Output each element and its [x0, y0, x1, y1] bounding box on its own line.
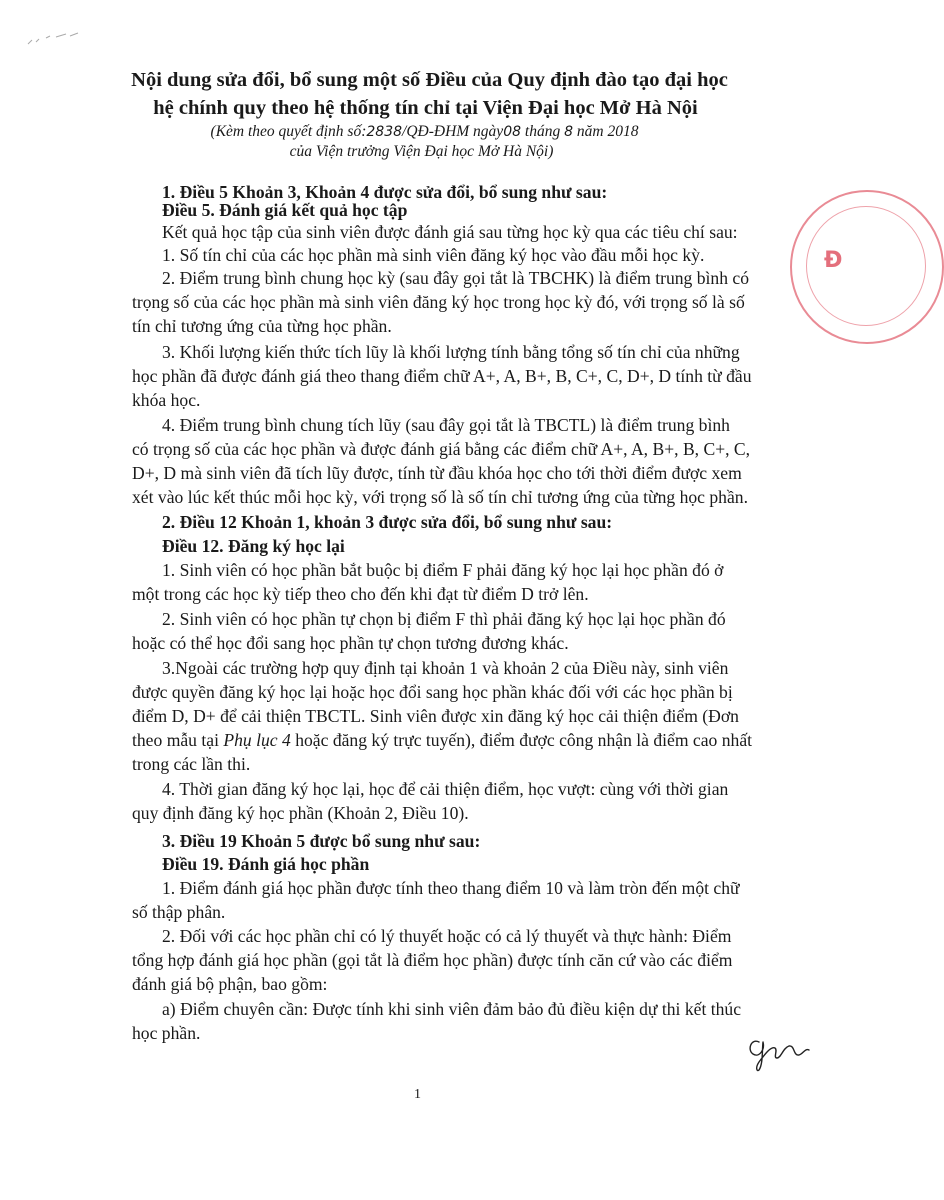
paragraph-line: 2. Đối với các học phần chỉ có lý thuyết hoặc có cả lý thuyết và thực hành: Điểm [162, 926, 732, 946]
paragraph-line: 2. Sinh viên có học phần tự chọn bị điểm F thì phải đăng ký học lại học phần đó [162, 609, 726, 629]
paragraph-line: trọng số của các học phần mà sinh viên đăng ký học trong học kỳ đó, với trọng số là số [132, 292, 745, 312]
red-stamp [790, 190, 944, 344]
subtitle-mid2: tháng [521, 123, 565, 140]
paragraph-line: học phần. [132, 1023, 201, 1043]
paragraph-line: hoặc có thể học đổi sang học phần tự chọn tương đương khác. [132, 633, 569, 653]
handwritten-day: 08 [503, 124, 522, 140]
appendix-reference: Phụ lục 4 [223, 730, 291, 750]
paragraph-line: trong các lần thi. [132, 754, 251, 774]
article-heading-5: Điều 5. Đánh giá kết quả học tập [162, 200, 408, 220]
handwritten-decision-number: 2838 [366, 124, 403, 140]
paragraph-line: số thập phân. [132, 902, 226, 922]
text-run: theo mẫu tại [132, 730, 224, 750]
document-subtitle-line2: của Viện trưởng Viện Đại học Mở Hà Nội) [289, 143, 554, 160]
section-heading-3: 3. Điều 19 Khoản 5 được bổ sung như sau: [162, 831, 481, 851]
document-header [0, 66, 839, 161]
paragraph-line: xét vào lúc kết thúc mỗi học kỳ, với trọng số là số tín chỉ tương ứng của từng học phần. [132, 487, 748, 507]
paragraph-line: tổng hợp đánh giá học phần (gọi tắt là điểm học phần) được tính căn cứ vào các điểm [132, 950, 733, 970]
page-number: 1 [414, 1087, 421, 1102]
paragraph-line: 1. Sinh viên có học phần bắt buộc bị điểm F phải đăng ký học lại học phần đó ở [162, 560, 724, 580]
section-heading-2: 2. Điều 12 Khoản 1, khoản 3 được sửa đổi, bổ sung như sau: [162, 512, 613, 532]
article-heading-19: Điều 19. Đánh giá học phần [162, 854, 370, 874]
signature-initials [745, 1028, 815, 1073]
paragraph-line: được quyền đăng ký học lại hoặc học đổi sang học phần khác đối với các học phần bị [132, 682, 733, 702]
section-heading-1: 1. Điều 5 Khoản 3, Khoản 4 được sửa đổi, bổ sung như sau: [162, 182, 608, 202]
paragraph-line: a) Điểm chuyên cần: Được tính khi sinh viên đảm bảo đủ điều kiện dự thi kết thúc [162, 999, 742, 1019]
paragraph-line: 4. Điểm trung bình chung tích lũy (sau đây gọi tắt là TBCTL) là điểm trung bình [162, 415, 730, 435]
paragraph-line: một trong các học kỳ tiếp theo cho đến khi đạt từ điểm D trở lên. [132, 584, 589, 604]
paragraph-line: D+, D mà sinh viên đã tích lũy được, tính từ đầu khóa học cho tới thời điểm được xem [132, 463, 742, 483]
paragraph-line: 3. Khối lượng kiến thức tích lũy là khối lượng tính bằng tổng số tín chỉ của những [162, 342, 740, 362]
paragraph-line: đánh giá bộ phận, bao gồm: [132, 974, 328, 994]
subtitle-prefix: (Kèm theo quyết định số: [210, 123, 367, 140]
paragraph-line: Kết quả học tập của sinh viên được đánh giá sau từng học kỳ qua các tiêu chí sau: [162, 222, 738, 242]
paragraph-line: 2. Điểm trung bình chung học kỳ (sau đây gọi tắt là TBCHK) là điểm trung bình có [162, 268, 750, 288]
paragraph-line: học phần đã được đánh giá theo thang điểm chữ A+, A, B+, B, C+, C, D+, D tính từ đầu [132, 366, 752, 386]
document-subtitle-line1 [10, 122, 839, 142]
document-title-line1: Nội dung sửa đổi, bổ sung một số Điều của Quy định đào tạo đại học [131, 69, 728, 91]
paragraph-line: có trọng số của các học phần và được đánh giá bằng các điểm chữ A+, A, B+, B, C+, C, [132, 439, 751, 459]
paragraph-line: 4. Thời gian đăng ký học lại, học để cải thiện điểm, học vượt: cùng với thời gian [162, 779, 729, 799]
paragraph-line: quy định đăng ký học phần (Khoản 2, Điều 10). [132, 803, 469, 823]
paragraph-line: 1. Số tín chỉ của các học phần mà sinh viên đăng ký học vào đầu mỗi học kỳ. [162, 245, 705, 265]
scan-mark [26, 30, 86, 50]
paragraph-line: 3.Ngoài các trường hợp quy định tại khoản 1 và khoản 2 của Điều này, sinh viên [162, 658, 729, 678]
document-title-line2: hệ chính quy theo hệ thống tín chỉ tại Viện Đại học Mở Hà Nội [153, 97, 698, 119]
stamp-text: Đ [824, 248, 843, 273]
subtitle-mid1: /QĐ-ĐHM ngày [402, 123, 504, 140]
subtitle-suffix: năm 2018 [573, 123, 639, 140]
paragraph-line: điểm D, D+ để cải thiện TBCTL. Sinh viên được xin đăng ký học cải thiện điểm (Đơn [132, 706, 739, 726]
article-heading-12: Điều 12. Đăng ký học lại [162, 536, 345, 556]
paragraph-line [132, 729, 752, 751]
paragraph-line: tín chỉ tương ứng của từng học phần. [132, 316, 392, 336]
paragraph-line: 1. Điểm đánh giá học phần được tính theo thang điểm 10 và làm tròn đến một chữ [162, 878, 740, 898]
handwritten-month: 8 [564, 124, 573, 140]
text-run: hoặc đăng ký trực tuyến), điểm được công nhận là điểm cao nhất [290, 730, 753, 750]
paragraph-line: khóa học. [132, 390, 201, 410]
